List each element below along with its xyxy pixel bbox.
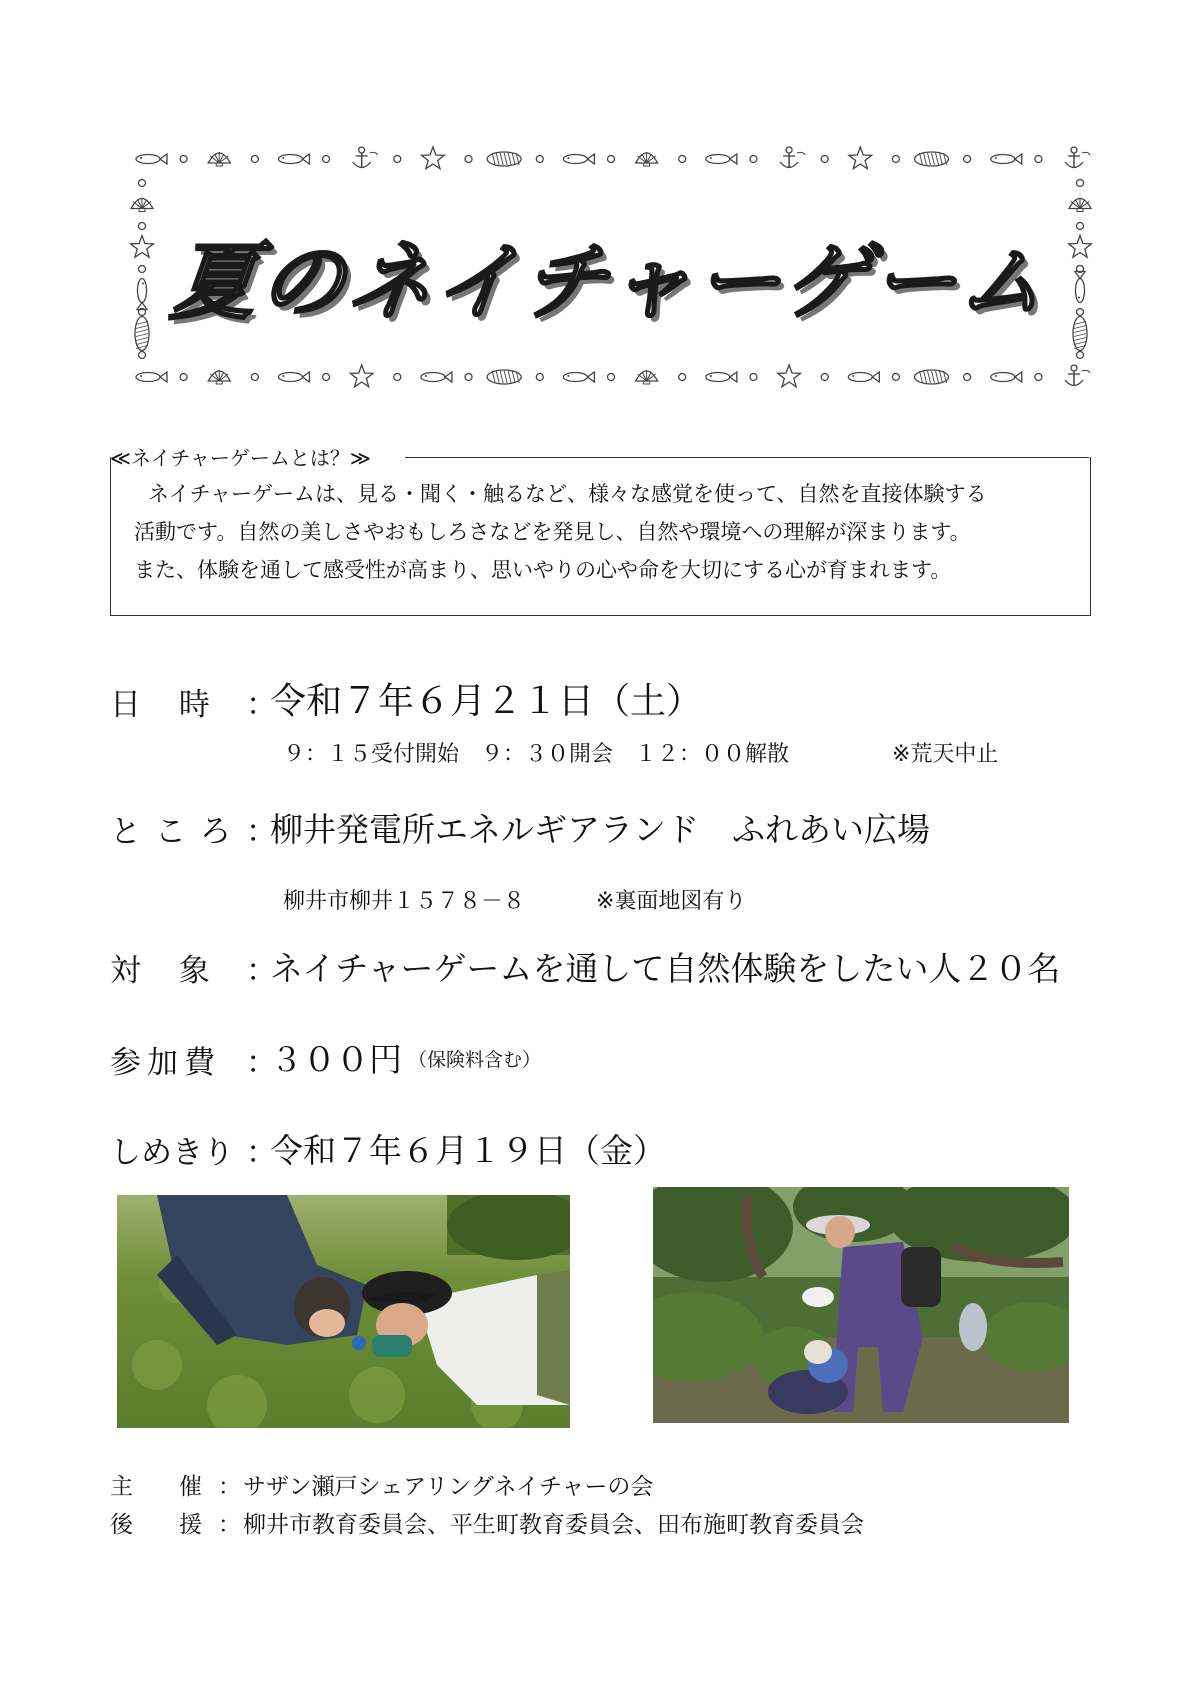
bubble-icon <box>251 374 258 381</box>
shell-icon <box>208 152 230 166</box>
about-line-3: また、体験を通して感受性が高まり、思いやりの心や命を大切にする心が育まれます。 <box>134 558 952 582</box>
page-title: 夏のネイチャーゲーム <box>167 233 1054 331</box>
clam-icon <box>915 152 949 166</box>
organizer-colon: ： <box>218 1474 241 1500</box>
fish-icon <box>706 372 737 382</box>
fee-note: （保険料含む） <box>408 1049 542 1071</box>
support-value: 柳井市教育委員会、平生町教育委員会、田布施町教育委員会 <box>243 1512 864 1538</box>
fish-icon <box>563 154 594 164</box>
deadline-value: 令和７年６月１９日（金） <box>270 1131 666 1170</box>
support-label: 後 援 <box>110 1512 202 1538</box>
bubble-icon <box>750 156 757 163</box>
starfish-icon <box>849 147 872 169</box>
deadline-label: しめきり <box>110 1135 234 1171</box>
bubble-icon <box>892 156 899 163</box>
fee-colon: ： <box>246 1045 277 1081</box>
place-value: 柳井発電所エネルギアランド ふれあい広場 <box>270 810 930 849</box>
clam-icon <box>487 152 521 166</box>
about-line-2: 活動です。自然の美しさやおもしろさなどを発見し、自然や環境への理解が深まります。 <box>134 520 971 544</box>
bubble-icon <box>608 156 615 163</box>
support-colon: ： <box>218 1512 241 1538</box>
anchor-icon <box>353 147 378 168</box>
clam-icon <box>915 370 949 384</box>
bubble-icon <box>1077 180 1084 187</box>
bubble-icon <box>750 374 757 381</box>
bubble-icon <box>323 374 330 381</box>
target-value: ネイチャーゲームを通して自然体験をしたい人２０名 <box>270 949 1061 988</box>
bubble-icon <box>465 156 472 163</box>
bubble-icon <box>323 156 330 163</box>
about-line-1: ネイチャーゲームは、見る・聞く・触るなど、様々な感覚を使って、自然を直接体験する <box>148 482 987 506</box>
bubble-icon <box>1077 352 1084 359</box>
bubble-icon <box>180 156 187 163</box>
fish-icon <box>136 154 167 164</box>
organizer-value: サザン瀬戸シェアリングネイチャーの会 <box>243 1474 654 1500</box>
bubble-icon <box>892 374 899 381</box>
photo-group-in-forest <box>653 1187 1069 1423</box>
bubble-icon <box>821 156 828 163</box>
bubble-icon <box>679 374 686 381</box>
bubble-icon <box>251 156 258 163</box>
anchor-icon <box>1065 365 1090 386</box>
organizer-label: 主 催 <box>110 1474 202 1500</box>
bubble-icon <box>608 374 615 381</box>
place-map-note: ※裏面地図有り <box>596 889 747 914</box>
bubble-icon <box>394 374 401 381</box>
starfish-icon <box>778 365 801 387</box>
fish-icon <box>278 154 309 164</box>
place-label: ところ <box>110 814 245 850</box>
bubble-icon <box>139 180 146 187</box>
place-address: 柳井市柳井１５７８－８ <box>283 889 526 914</box>
bubble-icon <box>536 156 543 163</box>
bubble-icon <box>180 374 187 381</box>
target-colon: ： <box>246 953 277 989</box>
border-bottom-icons <box>136 365 1090 387</box>
date-label: 日 時 <box>110 687 224 723</box>
bubble-icon <box>139 352 146 359</box>
bubble-icon <box>536 374 543 381</box>
fish-icon <box>991 154 1022 164</box>
shell-icon <box>131 198 153 212</box>
fee-label: 参加費 <box>110 1045 221 1081</box>
fish-icon <box>136 372 167 382</box>
place-colon: ： <box>246 814 277 850</box>
fish-icon <box>421 372 452 382</box>
border-top-icons <box>136 147 1090 169</box>
fish-icon <box>706 154 737 164</box>
shell-icon <box>208 370 230 384</box>
bubble-icon <box>964 156 971 163</box>
bubble-icon <box>1035 156 1042 163</box>
fish-icon <box>563 372 594 382</box>
anchor-icon <box>780 147 805 168</box>
fish-icon <box>278 372 309 382</box>
bubble-icon <box>394 156 401 163</box>
fee-value: ３００円 <box>270 1040 402 1079</box>
clam-icon <box>487 370 521 384</box>
bubble-icon <box>821 374 828 381</box>
date-colon: ： <box>246 687 277 723</box>
fish-icon <box>991 372 1022 382</box>
bubble-icon <box>465 374 472 381</box>
starfish-icon <box>422 147 445 169</box>
deadline-colon: ： <box>246 1135 277 1171</box>
fish-icon <box>848 372 879 382</box>
date-schedule: ９：１５受付開始 ９：３０開会 １２：００解散 <box>283 742 790 767</box>
about-heading: ≪ネイチャーゲームとは？≫ <box>110 446 371 470</box>
bubble-icon <box>964 374 971 381</box>
date-value: 令和７年６月２１日（土） <box>270 681 703 722</box>
anchor-icon <box>1065 147 1090 168</box>
date-weather-note: ※荒天中止 <box>892 742 999 767</box>
starfish-icon <box>350 365 373 387</box>
shell-icon <box>636 152 658 166</box>
shell-icon <box>636 370 658 384</box>
target-label: 対 象 <box>110 953 224 989</box>
bubble-icon <box>679 156 686 163</box>
shell-icon <box>1069 198 1091 212</box>
bubble-icon <box>1035 374 1042 381</box>
photo-children-on-grass <box>117 1195 570 1428</box>
